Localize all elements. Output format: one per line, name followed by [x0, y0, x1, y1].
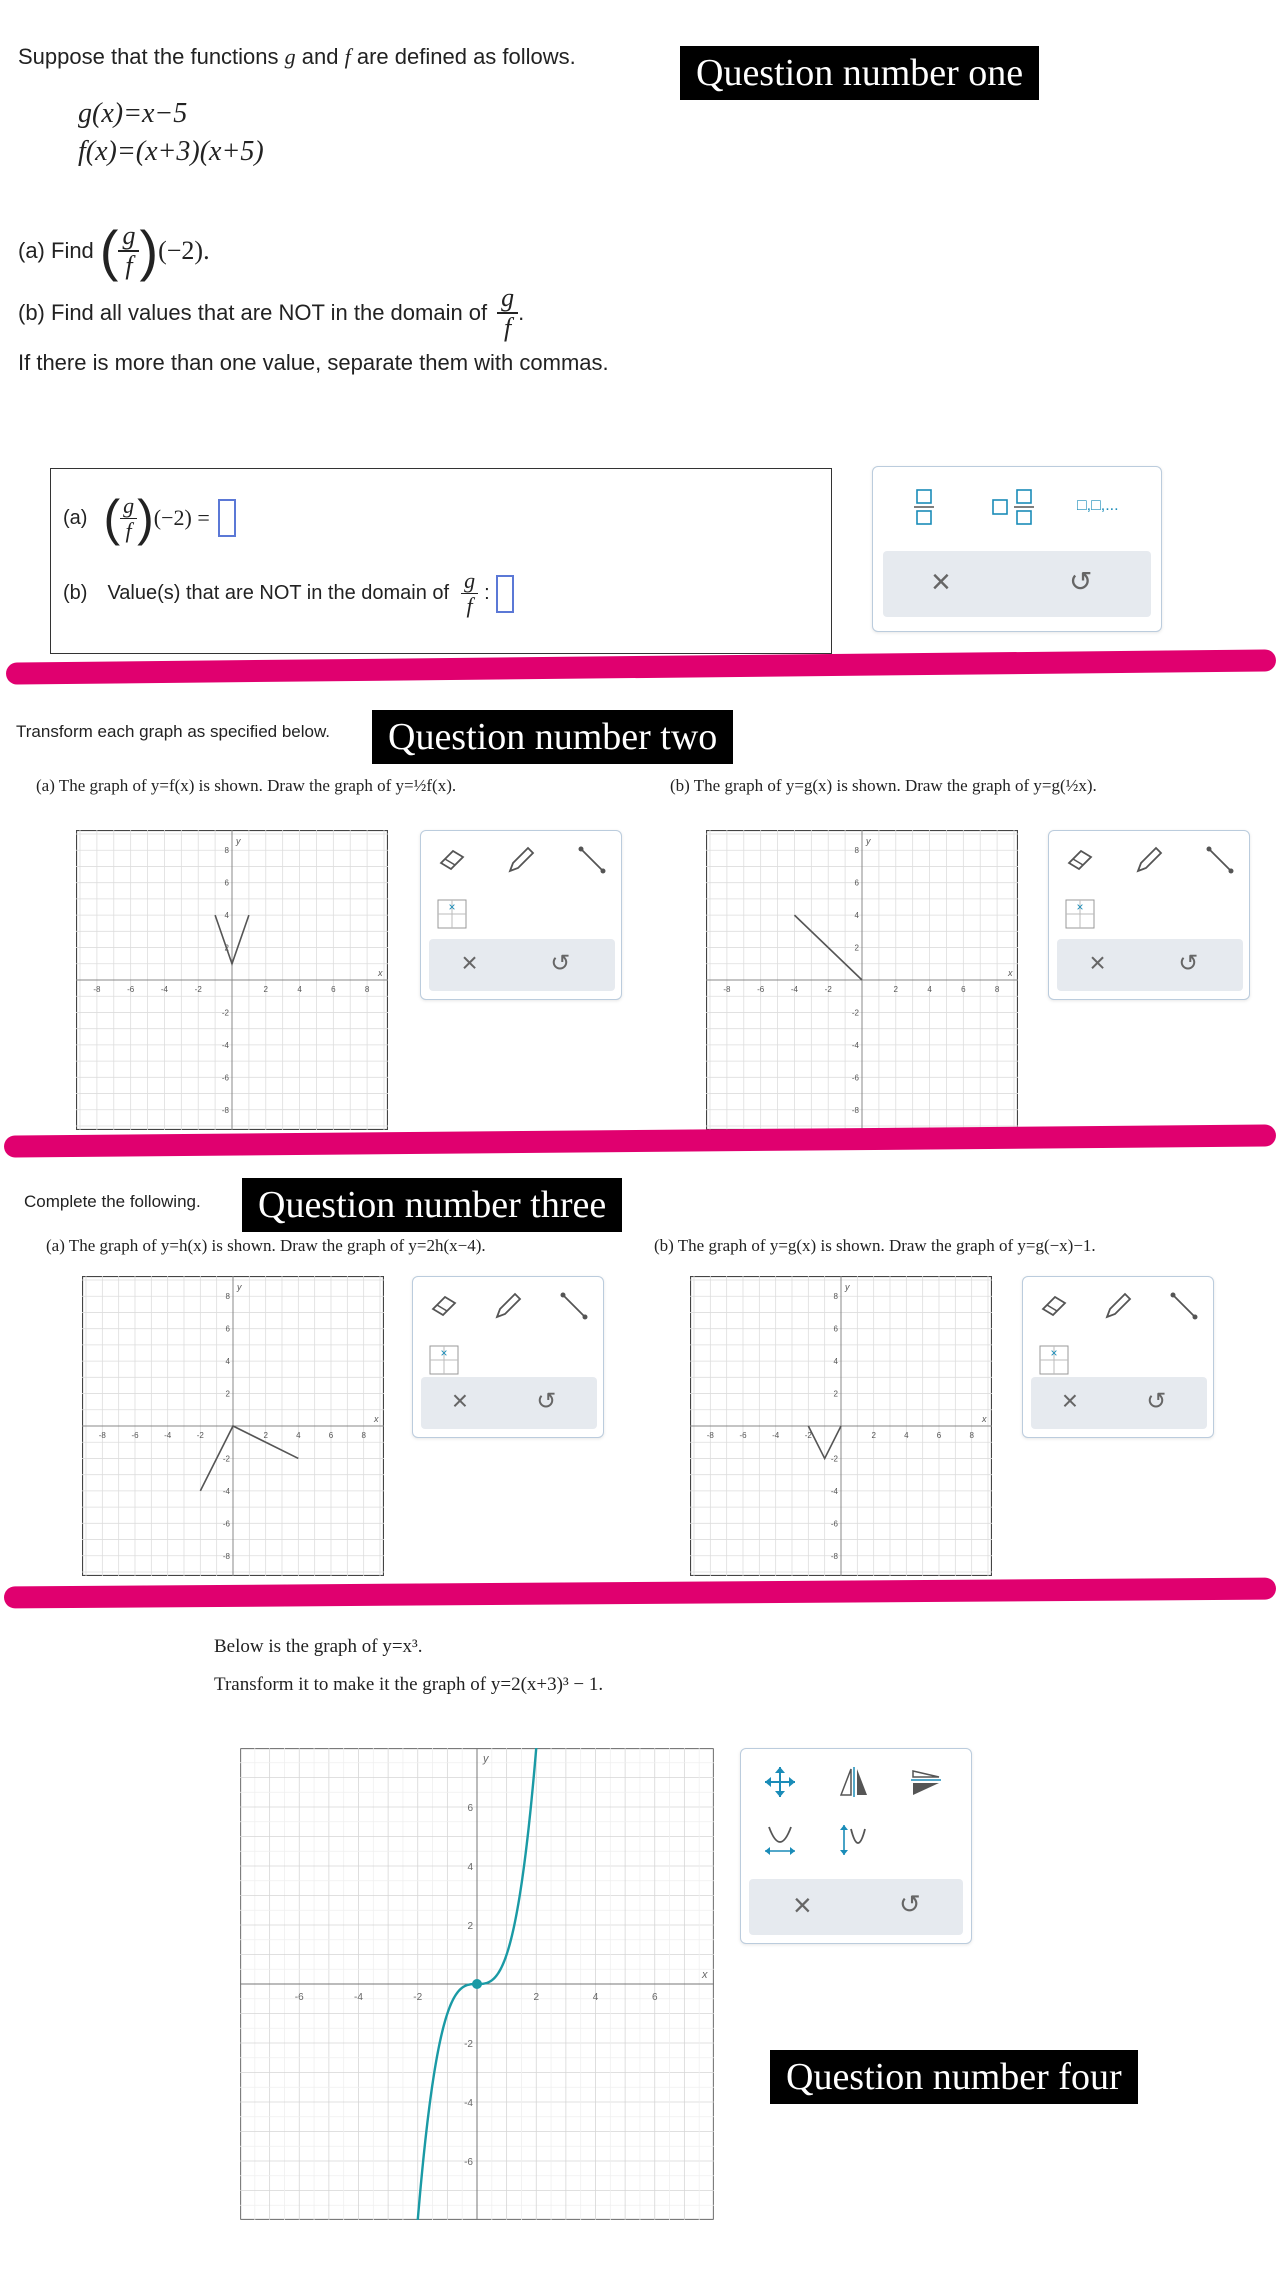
q1-note: If there is more than one value, separate them with commas.: [18, 350, 609, 375]
move-icon[interactable]: [763, 1765, 797, 1799]
q2-intro: Transform each graph as specified below.: [16, 722, 331, 741]
y-tick-label: 4: [225, 1357, 230, 1367]
answer-b-input[interactable]: [496, 575, 514, 613]
q2-part-b: (b) The graph of y=g(x) is shown. Draw the graph of y=g(½x).: [670, 776, 1097, 795]
graph-q2a[interactable]: [76, 830, 388, 1130]
y-tick-label: 4: [467, 1862, 473, 1873]
eraser-icon[interactable]: [1039, 1293, 1069, 1319]
point-icon[interactable]: [437, 899, 467, 929]
x-axis-label: x: [982, 1414, 987, 1424]
pencil-icon[interactable]: [1134, 845, 1164, 875]
undo-button[interactable]: ↺: [1146, 1388, 1167, 1415]
stretch-vertical-icon[interactable]: [837, 1823, 871, 1857]
x-tick-label: -8: [706, 1431, 714, 1440]
x-tick-label: 2: [533, 1992, 540, 2003]
x-tick-label: 4: [927, 985, 932, 994]
pencil-icon[interactable]: [506, 845, 536, 875]
x-axis-label: x: [374, 1414, 379, 1424]
x-tick-label: -8: [98, 1431, 106, 1440]
pencil-icon[interactable]: [1103, 1291, 1133, 1321]
q2b-tool-panel: [1048, 830, 1250, 1000]
y-tick-label: -2: [464, 2039, 473, 2050]
svg-text:×: ×: [1076, 900, 1084, 914]
q1-part-b: (b) Find all values that are NOT in the domain of g f .: [18, 283, 525, 342]
def-f: f(x)=(x+3)(x+5): [78, 136, 264, 167]
x-tick-label: -8: [93, 985, 101, 994]
undo-button[interactable]: ↺: [550, 950, 571, 977]
q4-line1: Below is the graph of y=x³.: [214, 1636, 423, 1657]
svg-text:×: ×: [448, 900, 456, 914]
y-tick-label: -4: [222, 1486, 230, 1496]
y-tick-label: 4: [833, 1357, 838, 1367]
reflect-icon[interactable]: [837, 1765, 871, 1799]
x-tick-label: 2: [263, 1431, 268, 1440]
x-tick-label: -6: [294, 1992, 304, 2003]
undo-button[interactable]: ↺: [899, 1889, 921, 1919]
y-tick-label: -2: [222, 1454, 230, 1464]
clear-button[interactable]: ×: [461, 947, 478, 978]
y-axis-label: y: [845, 1282, 850, 1292]
x-tick-label: -4: [790, 985, 799, 994]
q4-line2: Transform it to make it the graph of y=2(x+3)³ − 1.: [214, 1674, 604, 1695]
x-tick-label: 6: [331, 985, 336, 994]
x-tick-label: 8: [994, 985, 1000, 994]
clear-button[interactable]: ×: [931, 563, 951, 601]
y-tick-label: -8: [222, 1551, 230, 1561]
clear-button[interactable]: ×: [1061, 1385, 1079, 1416]
y-tick-label: 2: [224, 943, 229, 953]
q4-label: Question number four: [770, 2050, 1138, 2104]
action-bar: [1057, 939, 1243, 991]
q1-action-bar: [883, 551, 1151, 617]
x-tick-label: -6: [131, 1431, 139, 1440]
def-g: g(x)=x−5: [78, 98, 188, 129]
stretch-horizontal-icon[interactable]: [763, 1823, 797, 1857]
action-bar: [429, 939, 615, 991]
svg-text:×: ×: [440, 1346, 448, 1360]
shear-icon[interactable]: [909, 1765, 943, 1799]
y-tick-label: -2: [851, 1008, 859, 1018]
y-axis-label: y: [236, 836, 241, 846]
line-icon[interactable]: [1205, 845, 1235, 875]
q3b-tool-panel: [1022, 1276, 1214, 1438]
y-axis-label: y: [866, 836, 871, 846]
x-tick-label: -6: [127, 985, 135, 994]
x-tick-label: -2: [194, 985, 202, 994]
y-tick-label: -4: [851, 1040, 859, 1050]
q1-tool-panel: [872, 466, 1162, 632]
y-tick-label: 8: [224, 846, 229, 856]
x-tick-label: -4: [164, 1431, 172, 1440]
q1-answer-area: (a) ( g f ) (−2) = (b) Value(s) that are NOT in the domain of g f :: [50, 468, 832, 654]
x-tick-label: -6: [757, 985, 765, 994]
action-bar: [421, 1377, 597, 1429]
q2a-tool-panel: [420, 830, 622, 1000]
x-tick-label: 4: [296, 1431, 301, 1440]
point-icon[interactable]: [1065, 899, 1095, 929]
fraction-g-over-f: g f: [118, 222, 139, 280]
eraser-icon[interactable]: [429, 1293, 459, 1319]
graph-q3a[interactable]: [82, 1276, 384, 1576]
graph-q3b[interactable]: [690, 1276, 992, 1576]
y-tick-label: 8: [225, 1292, 230, 1302]
point-icon[interactable]: [429, 1345, 459, 1375]
x-tick-label: -8: [723, 985, 731, 994]
y-tick-label: 8: [833, 1292, 838, 1302]
y-tick-label: 4: [224, 911, 229, 921]
y-tick-label: -6: [851, 1073, 859, 1083]
action-bar: [1031, 1377, 1207, 1429]
q3-part-b: (b) The graph of y=g(x) is shown. Draw the graph of y=g(−x)−1.: [654, 1236, 1096, 1255]
x-tick-label: -6: [739, 1431, 747, 1440]
clear-button[interactable]: ×: [1089, 947, 1106, 978]
x-tick-label: -4: [354, 1992, 363, 2003]
y-axis-label: y: [483, 1753, 489, 1765]
undo-button[interactable]: ↺: [536, 1388, 557, 1415]
y-tick-label: 6: [467, 1803, 473, 1814]
undo-button[interactable]: ↺: [1178, 950, 1199, 977]
y-tick-label: 2: [467, 1921, 473, 1932]
y-tick-label: -8: [221, 1105, 229, 1115]
q2-label: Question number two: [372, 710, 733, 764]
y-tick-label: -8: [851, 1105, 859, 1115]
y-tick-label: -6: [221, 1073, 229, 1083]
y-tick-label: -2: [830, 1454, 838, 1464]
y-tick-label: 6: [225, 1324, 230, 1334]
pencil-icon[interactable]: [493, 1291, 523, 1321]
y-tick-label: 2: [854, 943, 859, 953]
svg-text:×: ×: [1050, 1346, 1058, 1360]
y-tick-label: -8: [830, 1551, 838, 1561]
y-tick-label: -4: [830, 1486, 838, 1496]
y-tick-label: 6: [224, 878, 229, 888]
y-tick-label: -4: [221, 1040, 229, 1050]
graph-q4[interactable]: [240, 1748, 714, 2220]
graph-q2b[interactable]: [706, 830, 1018, 1130]
x-tick-label: -2: [804, 1431, 812, 1440]
y-tick-label: 6: [833, 1324, 838, 1334]
clear-button[interactable]: ×: [793, 1887, 812, 1923]
x-tick-label: 4: [592, 1992, 599, 2003]
y-tick-label: -4: [464, 2098, 473, 2109]
mixed-number-icon[interactable]: [989, 487, 1039, 527]
y-tick-label: -6: [222, 1519, 230, 1529]
answer-a-input[interactable]: [218, 499, 236, 537]
x-tick-label: 6: [961, 985, 966, 994]
q3-part-a: (a) The graph of y=h(x) is shown. Draw the graph of y=2h(x−4).: [46, 1236, 486, 1255]
x-tick-label: -4: [772, 1431, 780, 1440]
x-axis-label: x: [378, 968, 383, 978]
line-icon[interactable]: [577, 845, 607, 875]
q3-label: Question number three: [242, 1178, 622, 1232]
inflection-point: [472, 1979, 482, 1989]
clear-button[interactable]: ×: [451, 1385, 469, 1416]
list-icon[interactable]: □,□,...: [1077, 497, 1119, 514]
y-tick-label: -2: [221, 1008, 229, 1018]
y-tick-label: -6: [830, 1519, 838, 1529]
q2-part-a: (a) The graph of y=f(x) is shown. Draw the graph of y=½f(x).: [36, 776, 457, 795]
undo-button[interactable]: ↺: [1069, 566, 1093, 597]
x-tick-label: -2: [196, 1431, 204, 1440]
y-axis-label: y: [237, 1282, 242, 1292]
x-tick-label: 2: [893, 985, 899, 994]
x-tick-label: 6: [328, 1431, 334, 1440]
x-tick-label: 8: [361, 1431, 366, 1440]
line-icon[interactable]: [559, 1291, 589, 1321]
x-tick-label: -2: [824, 985, 832, 994]
fraction-icon[interactable]: [909, 487, 939, 527]
divider-1: [6, 649, 1276, 684]
x-axis-label: x: [702, 1969, 708, 1981]
divider-3: [4, 1578, 1276, 1609]
y-tick-label: -6: [464, 2157, 473, 2168]
line-icon[interactable]: [1169, 1291, 1199, 1321]
x-tick-label: 6: [651, 1992, 658, 2003]
q4-tool-panel: [740, 1748, 972, 1944]
q4-action-bar: [749, 1879, 963, 1935]
q1-label: Question number one: [680, 46, 1039, 100]
y-tick-label: 8: [854, 846, 859, 856]
x-tick-label: 2: [263, 985, 269, 994]
x-tick-label: -2: [413, 1992, 423, 2003]
x-tick-label: 6: [936, 1431, 942, 1440]
eraser-icon[interactable]: [1065, 847, 1095, 873]
y-tick-label: 2: [833, 1389, 838, 1399]
q3a-tool-panel: [412, 1276, 604, 1438]
x-tick-label: 4: [297, 985, 302, 994]
point-icon[interactable]: [1039, 1345, 1069, 1375]
x-tick-label: 2: [871, 1431, 876, 1440]
q1-intro: Suppose that the functions g and f are defined as follows.: [18, 44, 576, 69]
x-tick-label: 8: [969, 1431, 974, 1440]
eraser-icon[interactable]: [437, 847, 467, 873]
y-tick-label: 4: [854, 911, 859, 921]
x-tick-label: 8: [364, 985, 370, 994]
q3-intro: Complete the following.: [24, 1192, 201, 1211]
x-tick-label: 4: [904, 1431, 909, 1440]
x-axis-label: x: [1008, 968, 1013, 978]
y-tick-label: 6: [854, 878, 859, 888]
y-tick-label: 2: [225, 1389, 230, 1399]
q1-part-a: (a) Find ( g f ) (−2).: [18, 219, 210, 282]
x-tick-label: -4: [160, 985, 169, 994]
